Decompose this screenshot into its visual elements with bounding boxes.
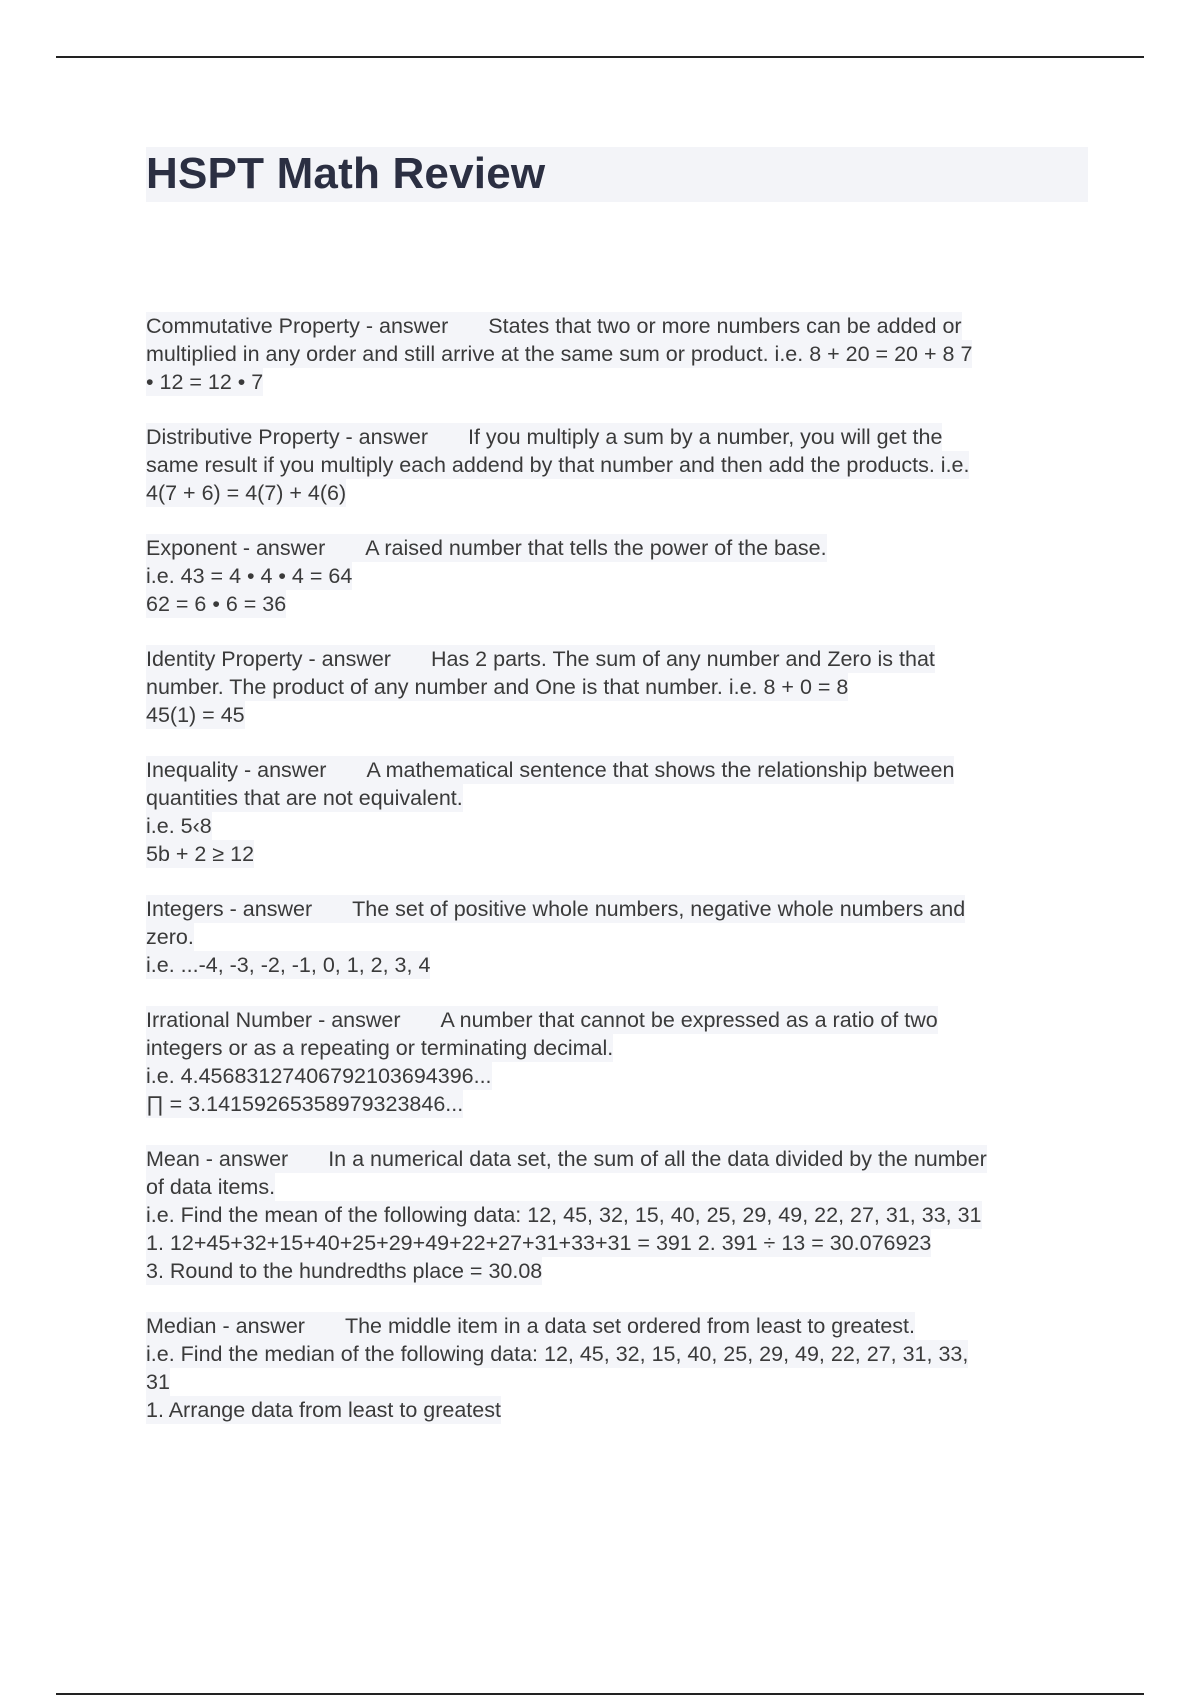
page-title: HSPT Math Review [146, 149, 546, 198]
entry-distributive-property [146, 423, 1090, 507]
entry-first-line [146, 895, 965, 923]
entry-first-line [146, 312, 962, 340]
entry-answer-line: i.e. 43 = 4 • 4 • 4 = 64 [146, 564, 353, 588]
entry-first-line [146, 645, 935, 673]
entry-answer-line: 3. Round to the hundredths place = 30.08 [146, 1259, 543, 1283]
entry-answer-line: 1. 12+45+32+15+40+25+29+49+22+27+31+33+31 = 391 2. 391 ÷ 13 = 30.076923 [146, 1231, 932, 1255]
entry-mean [146, 1145, 1090, 1285]
entry-answer-line: i.e. 4.45683127406792103694396... [146, 1064, 492, 1088]
entry-first-line [146, 534, 827, 562]
entry-first-line [146, 1006, 938, 1034]
entry-answer-line: 1. Arrange data from least to greatest [146, 1398, 501, 1422]
entry-first-line [146, 1312, 915, 1340]
top-rule [56, 56, 1144, 58]
entry-term: Exponent - answer [146, 536, 326, 560]
entry-answer-line: integers or as a repeating or terminating decimal. [146, 1036, 614, 1060]
entry-answer-line: number. The product of any number and One is that number. i.e. 8 + 0 = 8 [146, 675, 849, 699]
entry-term: Distributive Property - answer [146, 425, 428, 449]
entry-irrational-number [146, 1006, 1090, 1118]
entry-answer-line: same result if you multiply each addend by that number and then add the products. i.e. [146, 453, 970, 477]
entry-term: Irrational Number - answer [146, 1008, 401, 1032]
entry-answer-line: ∏ = 3.14159265358979323846... [146, 1092, 464, 1116]
bottom-rule [56, 1693, 1144, 1695]
entry-answer-line: 45(1) = 45 [146, 703, 245, 727]
entry-first-line [146, 756, 954, 784]
flashcard-list [146, 312, 1090, 1451]
entry-answer-line: i.e. Find the mean of the following data: 12, 45, 32, 15, 40, 25, 29, 49, 22, 27, 31, 33, 31 [146, 1203, 982, 1227]
entry-answer-line: quantities that are not equivalent. [146, 786, 463, 810]
entry-term: Commutative Property - answer [146, 314, 449, 338]
entry-term: Identity Property - answer [146, 647, 391, 671]
entry-answer-line: States that two or more numbers can be added or [488, 314, 962, 338]
entry-term: Integers - answer [146, 897, 313, 921]
entry-term: Mean - answer [146, 1147, 289, 1171]
entry-answer-line: 31 [146, 1370, 170, 1394]
entry-first-line [146, 1145, 987, 1173]
entry-answer-line: 62 = 6 • 6 = 36 [146, 592, 287, 616]
entry-identity-property [146, 645, 1090, 729]
entry-answer-line: zero. [146, 925, 194, 949]
entry-answer-line: In a numerical data set, the sum of all the data divided by the number [328, 1147, 987, 1171]
entry-answer-line: If you multiply a sum by a number, you will get the [467, 425, 943, 449]
entry-answer-line: 4(7 + 6) = 4(7) + 4(6) [146, 481, 347, 505]
entry-answer-line: The set of positive whole numbers, negative whole numbers and [352, 897, 966, 921]
entry-answer-line: i.e. ...-4, -3, -2, -1, 0, 1, 2, 3, 4 [146, 953, 431, 977]
entry-first-line [146, 423, 942, 451]
entry-term: Inequality - answer [146, 758, 327, 782]
entry-answer-line: A raised number that tells the power of the base. [365, 536, 827, 560]
entry-answer-line: • 12 = 12 • 7 [146, 370, 264, 394]
entry-commutative-property [146, 312, 1090, 396]
entry-answer-line: 5b + 2 ≥ 12 [146, 842, 255, 866]
entry-answer-line: The middle item in a data set ordered from least to greatest. [344, 1314, 915, 1338]
entry-answer-line: A number that cannot be expressed as a ratio of two [440, 1008, 938, 1032]
entry-answer-line: i.e. 5‹8 [146, 814, 212, 838]
entry-exponent [146, 534, 1090, 618]
entry-integers [146, 895, 1090, 979]
entry-answer-line: Has 2 parts. The sum of any number and Zero is that [430, 647, 935, 671]
entry-answer-line: i.e. Find the median of the following data: 12, 45, 32, 15, 40, 25, 29, 49, 22, 27, 31, 33, [146, 1342, 969, 1366]
entry-inequality [146, 756, 1090, 868]
entry-answer-line: multiplied in any order and still arrive at the same sum or product. i.e. 8 + 20 = 20 + 8 7 [146, 342, 973, 366]
entry-term: Median - answer [146, 1314, 305, 1338]
entry-answer-line: of data items. [146, 1175, 276, 1199]
entry-answer-line: A mathematical sentence that shows the relationship between [366, 758, 955, 782]
entry-median [146, 1312, 1090, 1424]
